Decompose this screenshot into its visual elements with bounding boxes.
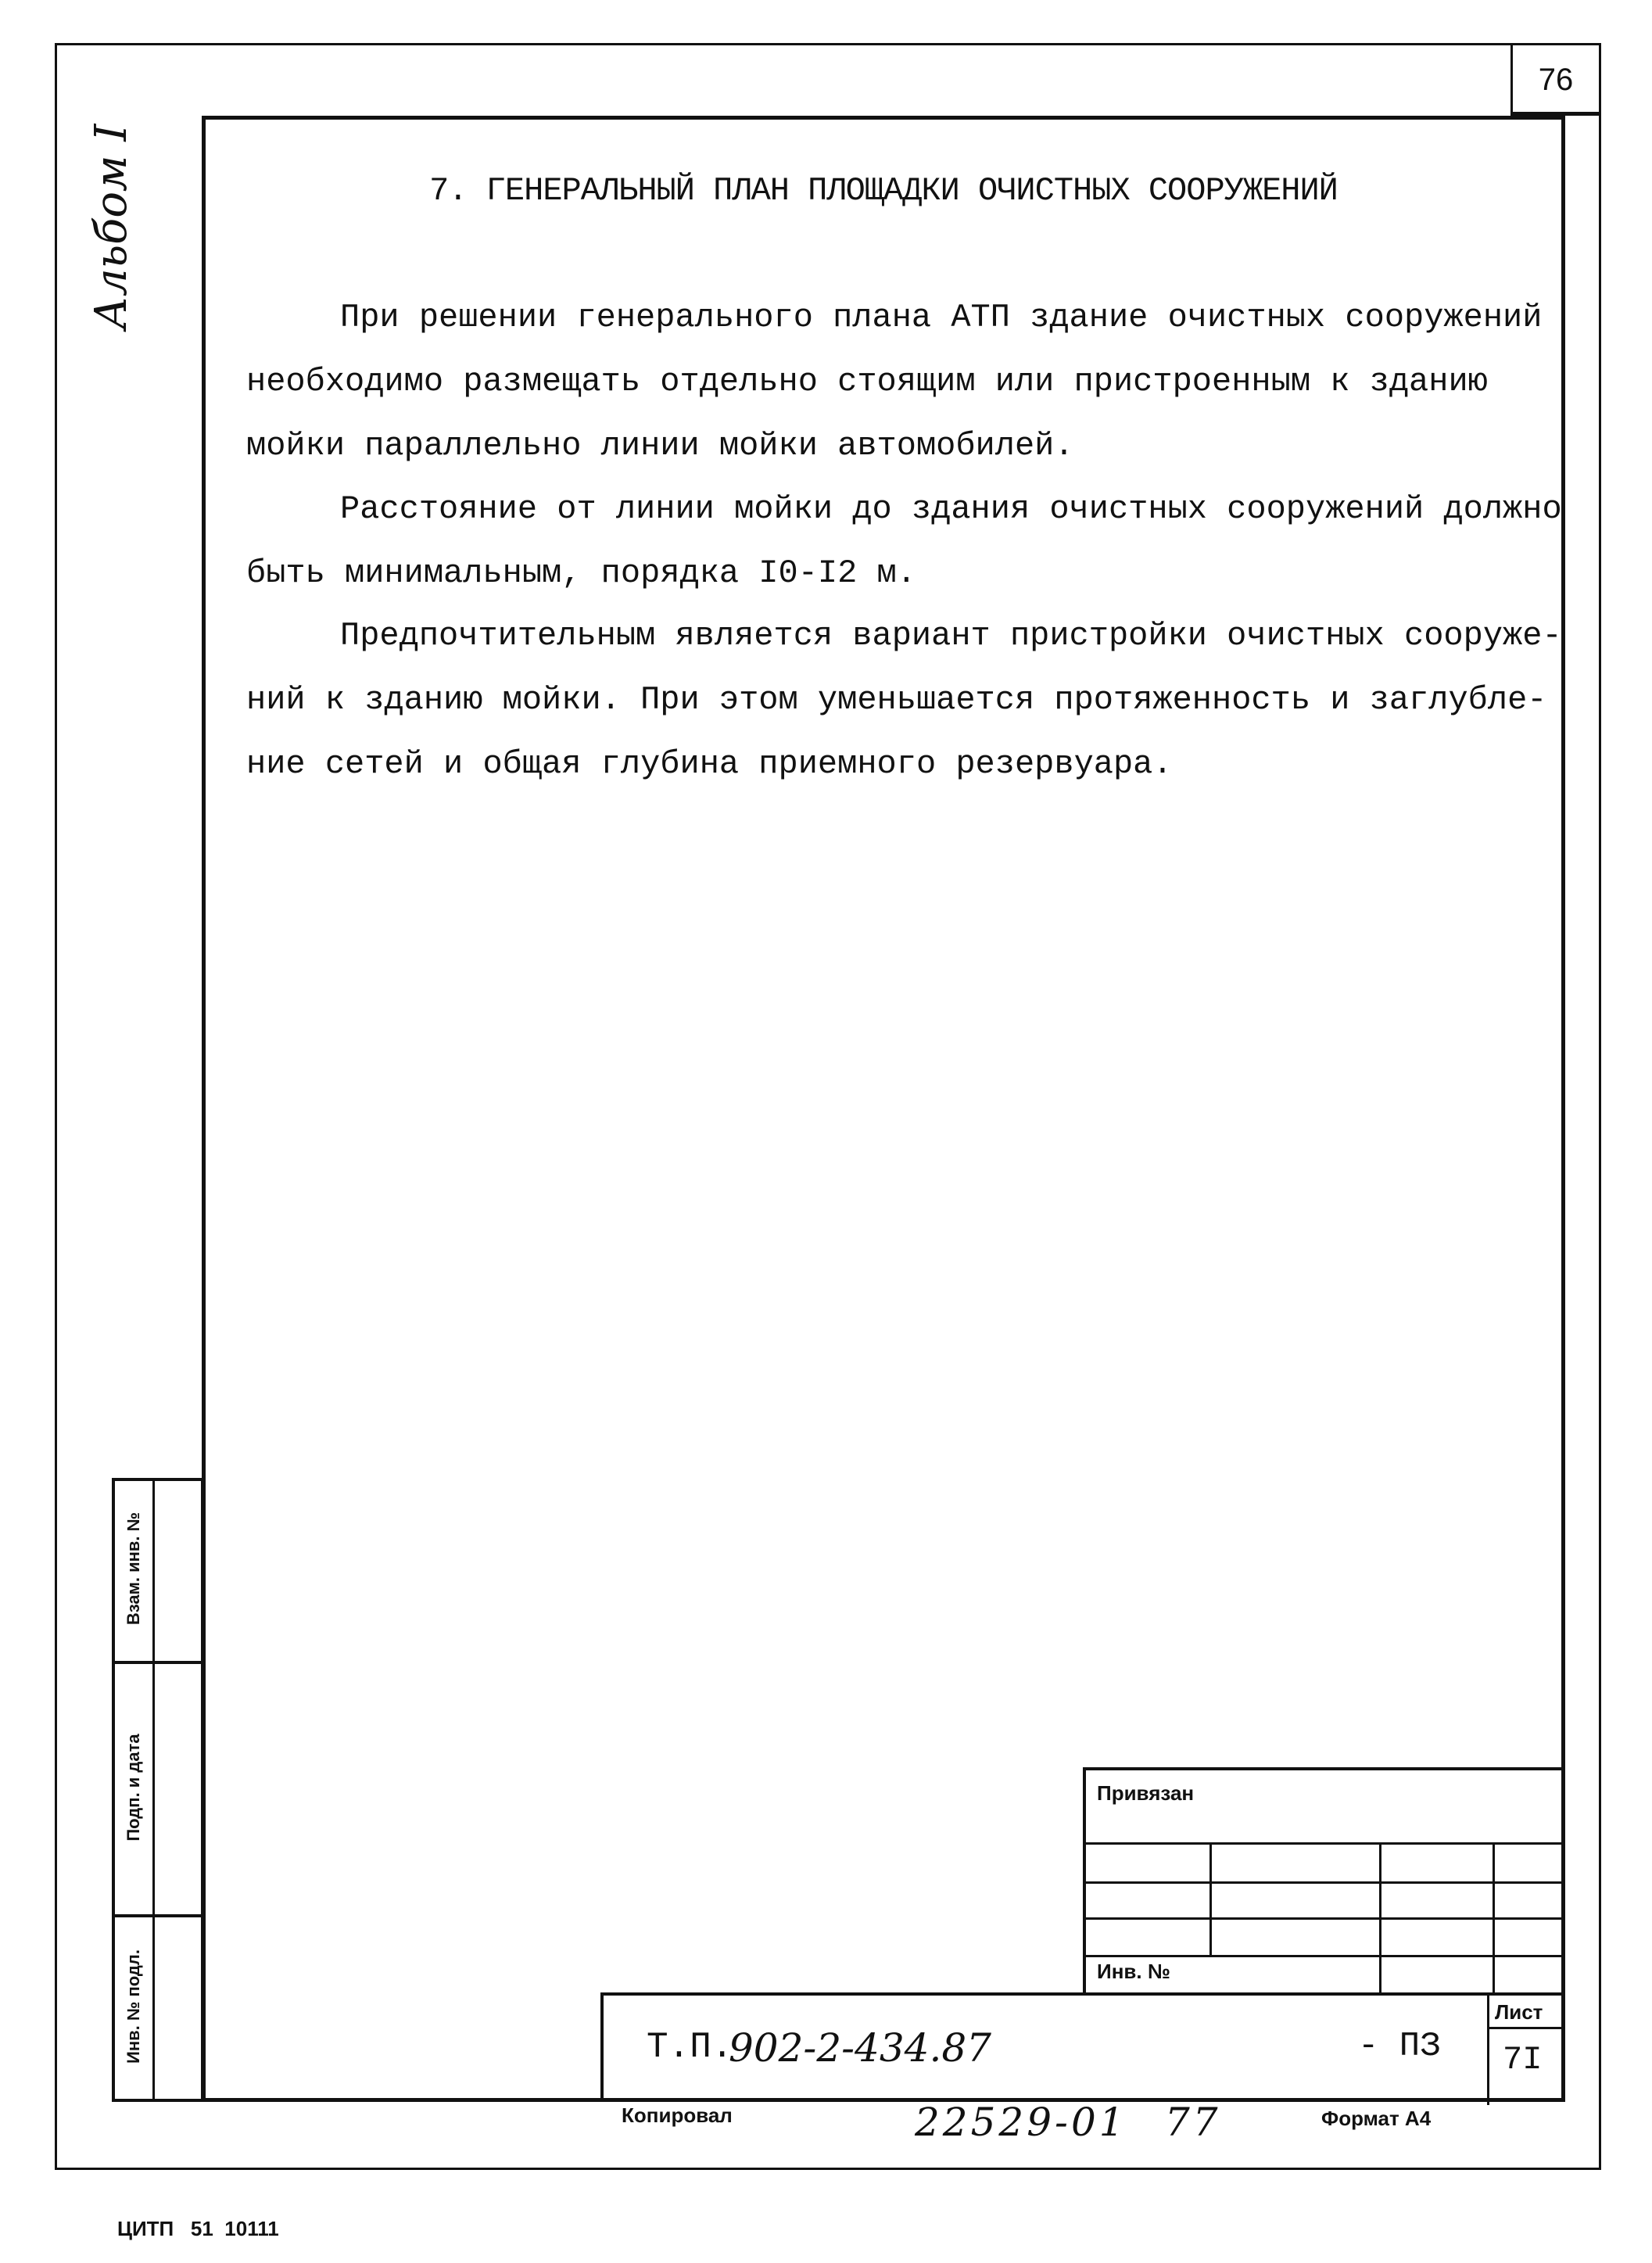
text-line: Предпочтительным является вариант пристройки очистных сооруже-	[340, 617, 1562, 655]
text-line: необходимо размещать отдельно стоящим или пристроенным к зданию	[246, 363, 1488, 400]
doc-code: 902-2-434.87	[729, 2025, 991, 2071]
text-line: ние сетей и общая глубина приемного резервуара.	[246, 745, 1173, 783]
sheet-label: Лист	[1495, 2000, 1543, 2024]
stamp-label-replacement-inv: Взам. инв. №	[124, 1512, 143, 1626]
inv-label: Инв. №	[1097, 1960, 1170, 1983]
copy-page: 77	[1165, 2100, 1221, 2145]
copy-number: 22529-01	[915, 2100, 1127, 2145]
text-line: ний к зданию мойки. При этом уменьшается протяженность и заглубле-	[246, 681, 1547, 719]
stamp-divider	[115, 1914, 201, 1917]
paragraph-3	[246, 604, 1562, 796]
grid-line	[1086, 1881, 1562, 1884]
printer-code: ЦИТП 51 10111	[117, 2217, 279, 2240]
text-line: быть минимальным, порядка I0-I2 м.	[246, 554, 916, 592]
grid-line	[1086, 1955, 1562, 1957]
grid-line	[1086, 1842, 1562, 1845]
page-number: 76	[1510, 43, 1601, 116]
stamp-label-original-inv: Инв. № подл.	[124, 1949, 143, 2064]
grid-line	[1487, 2027, 1562, 2029]
sheet-number: 7I	[1503, 2041, 1543, 2078]
designation-block	[600, 1992, 1565, 2102]
doc-suffix: - ПЗ	[1358, 2027, 1441, 2066]
attachment-block	[1083, 1767, 1565, 1996]
text-line: мойки параллельно линии мойки автомобилей.	[246, 427, 1074, 464]
grid-line	[1487, 1996, 1489, 2105]
album-label: Альбом I	[86, 124, 137, 330]
stamp-column	[112, 1478, 204, 2102]
attached-label: Привязан	[1097, 1781, 1195, 1805]
stamp-label-signature-date: Подп. и дата	[124, 1734, 143, 1842]
copied-label: Копировал	[622, 2103, 733, 2127]
grid-line	[1379, 1842, 1381, 1996]
grid-line	[1086, 1917, 1562, 1920]
paragraph-2	[246, 477, 1562, 605]
doc-prefix: Т.П.	[647, 2027, 733, 2068]
text-line: При решении генерального плана АТП здание очистных сооружений	[340, 299, 1543, 336]
text-line: Расстояние от линии мойки до здания очистных сооружений должно	[340, 490, 1562, 528]
section-title: 7. ГЕНЕРАЛЬНЫЙ ПЛАН ПЛОЩАДКИ ОЧИСТНЫХ СООРУЖЕНИЙ	[429, 172, 1338, 210]
paragraph-1	[246, 285, 1542, 478]
format-label: Формат А4	[1321, 2107, 1432, 2130]
grid-line	[1209, 1842, 1212, 1955]
stamp-divider	[152, 1481, 155, 2099]
grid-line	[1493, 1842, 1495, 1996]
stamp-divider	[115, 1661, 201, 1664]
